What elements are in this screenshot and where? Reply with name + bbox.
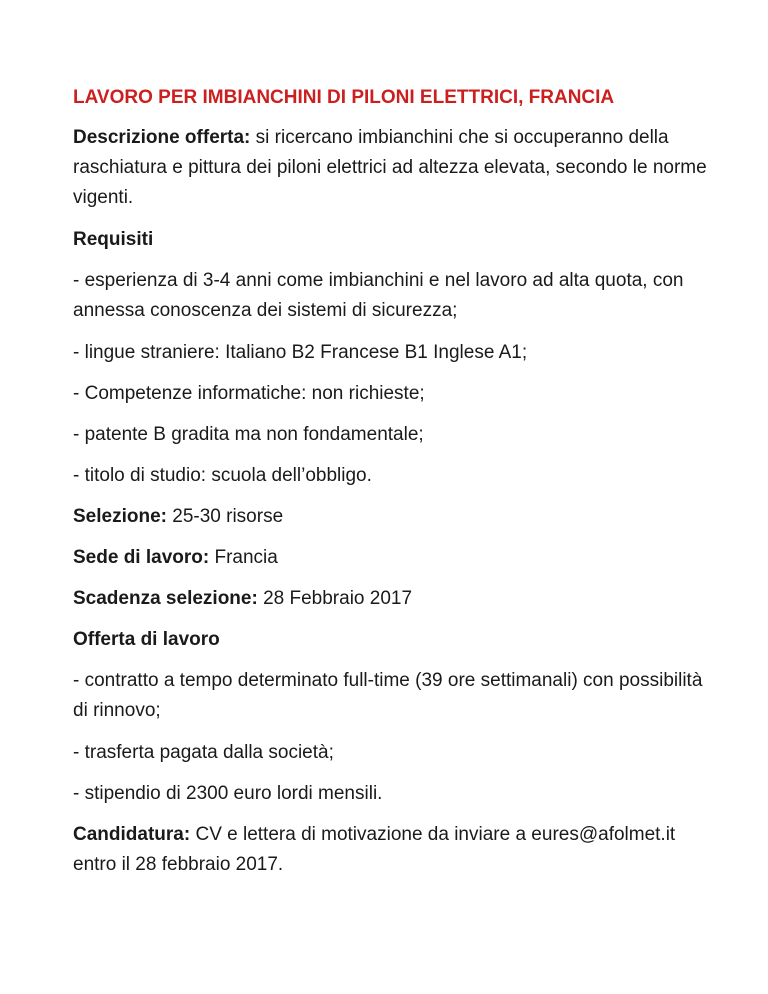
description-text: si ricercano imbianchini che si occuperanno della raschiatura e pittura dei piloni elettrici ad altezza elevata, secondo le norme vigenti.: [73, 127, 707, 208]
deadline-line: [73, 584, 713, 614]
selection-line: [73, 502, 713, 532]
requirements-heading: Requisiti: [73, 229, 154, 250]
requirement-item: - lingue straniere: Italiano B2 Francese B1 Inglese A1;: [73, 342, 528, 363]
location-line: [73, 543, 713, 573]
document-page: [73, 84, 713, 892]
offer-heading: Offerta di lavoro: [73, 629, 220, 650]
offer-item: - trasferta pagata dalla società;: [73, 742, 334, 763]
application-text: CV e lettera di motivazione da inviare a eures@afolmet.it entro il 28 febbraio 2017.: [73, 824, 676, 875]
offer-item: - stipendio di 2300 euro lordi mensili.: [73, 783, 383, 804]
deadline-value: 28 Febbraio 2017: [257, 588, 413, 609]
requirement-item: - Competenze informatiche: non richieste;: [73, 383, 425, 404]
location-value: Francia: [209, 547, 278, 568]
location-label: Sede di lavoro:: [73, 547, 210, 568]
offer-item: - contratto a tempo determinato full-time (39 ore settimanali) con possibilità di rinnovo;: [73, 670, 703, 721]
page-title: LAVORO PER IMBIANCHINI DI PILONI ELETTRICI, FRANCIA: [73, 87, 615, 108]
application-paragraph: [73, 820, 713, 880]
requirement-item: - esperienza di 3-4 anni come imbianchini e nel lavoro ad alta quota, con annessa conoscenza dei sistemi di sicurezza;: [73, 270, 684, 321]
application-label: Candidatura:: [73, 824, 191, 845]
selection-label: Selezione:: [73, 506, 167, 527]
description-label: Descrizione offerta:: [73, 127, 251, 148]
description-paragraph: [73, 123, 713, 213]
selection-value: 25-30 risorse: [166, 506, 284, 527]
deadline-label: Scadenza selezione:: [73, 588, 258, 609]
requirement-item: - patente B gradita ma non fondamentale;: [73, 424, 424, 445]
requirement-item: - titolo di studio: scuola dell’obbligo.: [73, 465, 372, 486]
